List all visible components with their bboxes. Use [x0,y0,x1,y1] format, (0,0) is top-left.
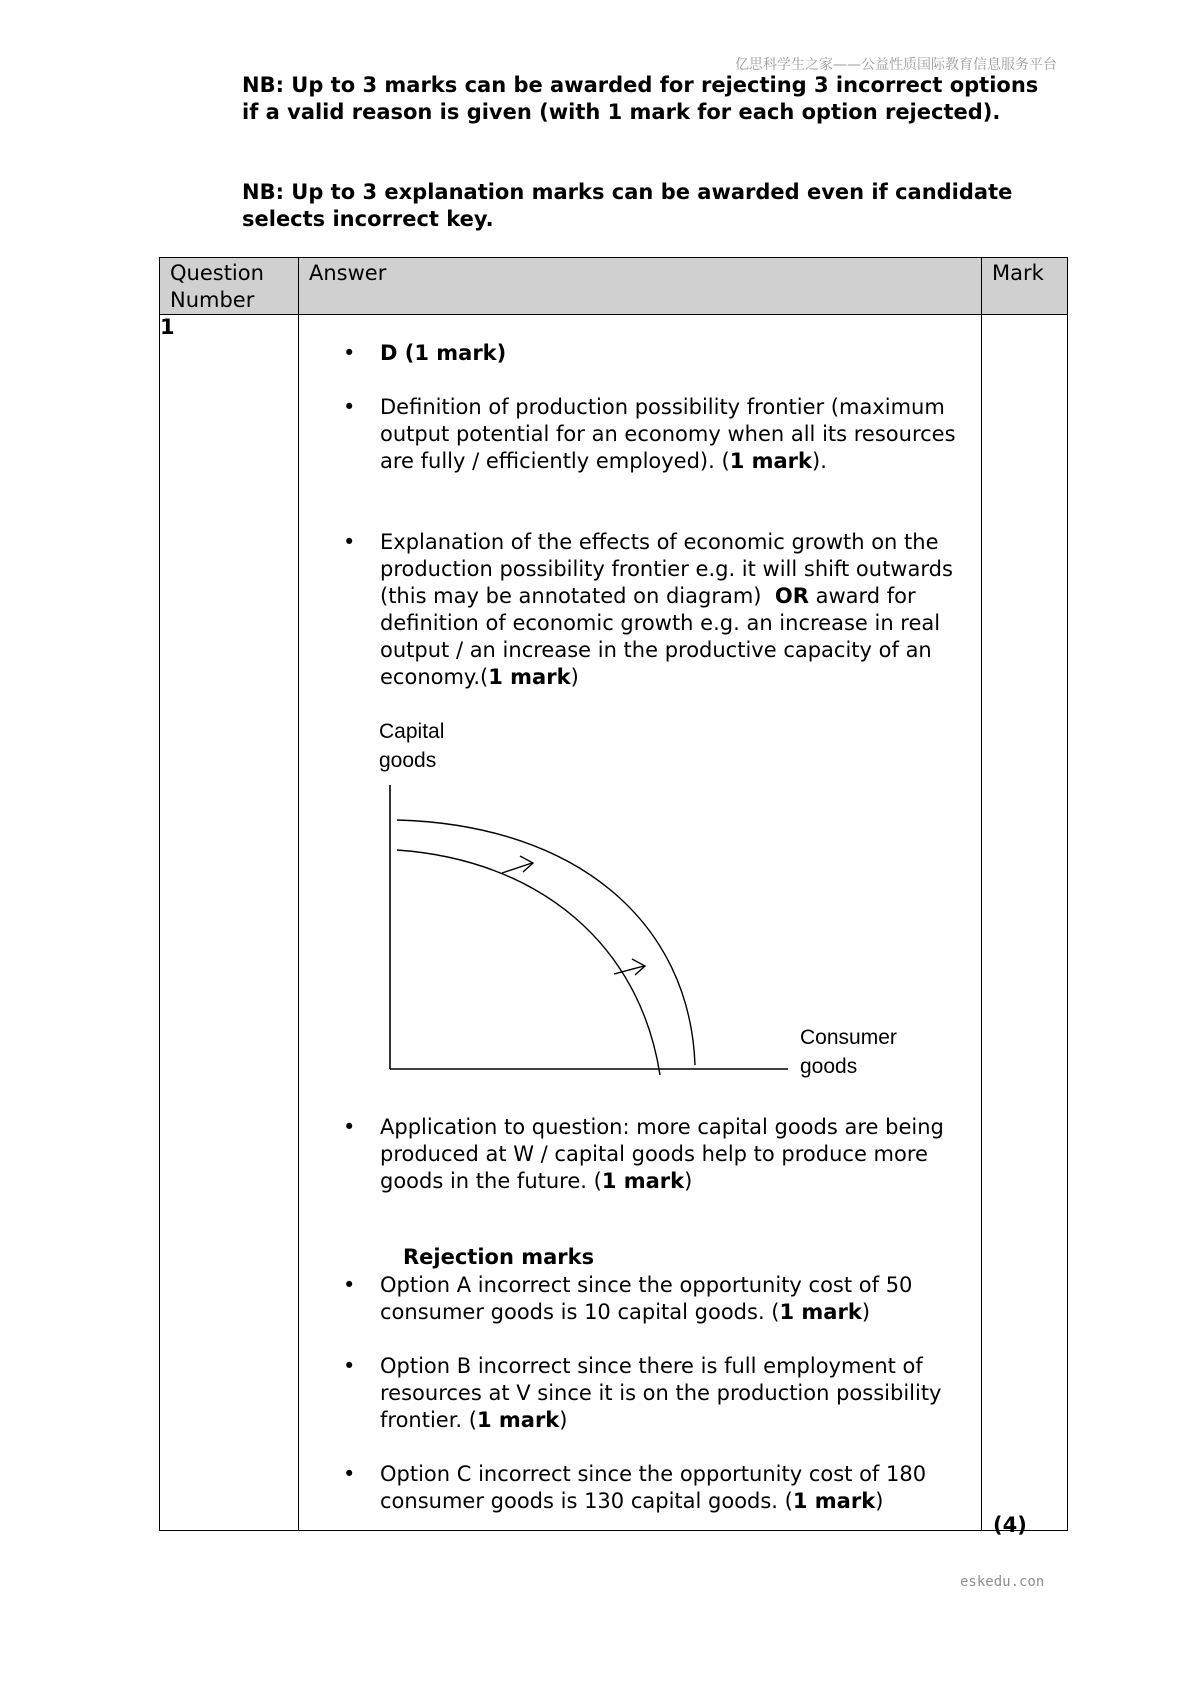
ppf-curve-shifted [397,820,695,1065]
header-mark: Mark [982,258,1068,315]
bullet-dot: • [343,1462,356,1486]
bullet-dot: • [343,341,356,365]
bullet-dot: • [343,1115,356,1139]
header-answer: Answer [299,258,982,315]
bullet-dot: • [343,1273,356,1297]
mark-total: (4) [993,1513,1027,1537]
shift-arrow-upper [502,856,533,873]
mark-cell [982,315,1068,1537]
bullet-dot: • [343,530,356,554]
application: Application to question: more capital goods are being produced at W / capital goods help to produce more goods in the future. (1 mark) [380,1115,944,1193]
ppf-diagram [370,775,800,1085]
rejection-option-b: Option B incorrect since there is full employment of resources at V since it is on the production possibility frontier. (1 mark) [380,1354,942,1432]
rejection-heading: Rejection marks [403,1245,595,1269]
header-question-number: Question Number [160,258,299,315]
question-number: 1 [160,315,299,1531]
x-axis-label: Consumer goods [800,1026,897,1078]
answer-key: D (1 mark) [380,341,507,365]
watermark-bottom: eskedu.con [960,1574,1045,1590]
note-explanation-marks: NB: Up to 3 explanation marks can be awarded even if candidate selects incorrect key. [242,180,1013,231]
explanation-growth: Explanation of the effects of economic growth on the production possibility frontier e.g. it will shift outwards (this may be annotated on diagram) OR award for definition of economic growth e.g. an increase in real output / an increase in the productive capacity of an economy.(1 mark) [380,530,953,689]
definition-ppf: Definition of production possibility frontier (maximum output potential for an economy when all its resources are fully / efficiently employed). (1 mark). [380,395,956,473]
watermark-top: 亿思科学生之家——公益性质国际教育信息服务平台 [735,57,1057,73]
bullet-dot: • [343,1354,356,1378]
rejection-option-a: Option A incorrect since the opportunity cost of 50 consumer goods is 10 capital goods. (1 mark) [380,1273,913,1324]
ppf-curve-original [397,850,660,1075]
y-axis-label: Capital goods [379,720,445,772]
bullet-dot: • [343,395,356,419]
note-rejection-marks: NB: Up to 3 marks can be awarded for rejecting 3 incorrect options if a valid reason is given (with 1 mark for each option rejected). [242,73,1039,124]
rejection-option-c: Option C incorrect since the opportunity cost of 180 consumer goods is 130 capital goods. (1 mark) [380,1462,927,1513]
